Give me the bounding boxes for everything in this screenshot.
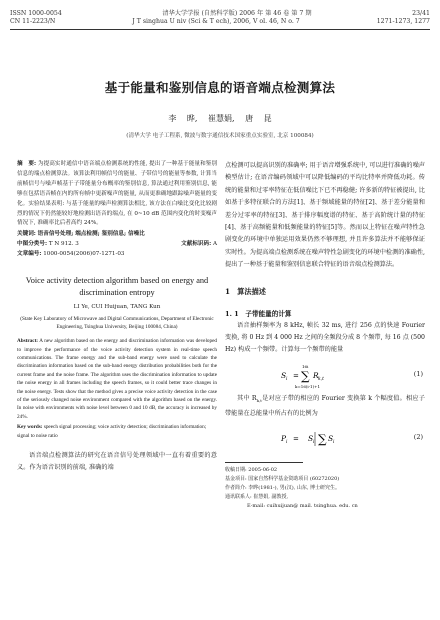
eq2-den-sum: ∑: [318, 431, 327, 446]
footnote-email: E-mail: cuihuijuan@ mail. tsinghua. edu. cn: [247, 502, 358, 509]
eq2-lhs-sub: i: [286, 439, 288, 445]
affiliation-en: (State Key Laboratory of Microwave and Digital Communications, Department of Electronic Engineering, Tsinghua University, Beijing 100084, China): [20, 315, 214, 330]
para-1-2: 其中 $R_{k,t}$是对应子带的相应的 Fourier 变换第 k 个幅度值。相应子带能量在总能量中所占有的比例为: [225, 394, 425, 417]
para-1-1: 语音抽样频率为 8 kHz, 帧长 32 ms, 进行 256 点的快速 Fourier 变换, 将 0 Hz 到 4 000 Hz 之间的全频段分成 8 个频带, 每 16 点 (500 Hz) 构成一个频带。计算每一个频带的能量: [225, 321, 425, 354]
eq1-number: (1): [413, 369, 423, 378]
paper-title-en: Voice activity detection algorithm based on energy and discrimination entropy: [25, 276, 209, 298]
abstract-cn: [17, 160, 217, 229]
classification-row: [17, 240, 217, 250]
eq1-equals: =: [293, 371, 299, 380]
running-header: [10, 10, 430, 26]
keywords-cn-text: 语音信号处理; 端点检测; 鉴别信息; 信噪比: [37, 231, 145, 238]
section-heading: 1 算法描述: [225, 286, 266, 296]
eq1-lhs: S: [281, 370, 287, 380]
header-rule: [10, 29, 430, 30]
abstract-cn-text: 为提高实时通信中语音端点检测系统的性能, 提出了一种基于能量和鉴别信息的端点检测算法。该算法利用帧信号的能量、子带信号的能量等参数, 计算当前帧信号与噪声帧基于子带能量分布概率的鉴别信息, 算法通过利用鉴别信息, 能够在包括语音帧在内的所有帧中更新噪声的能量, 从而更准确地跟踪噪声能量的变化。实验结果表明: 与基于能量的噪声检测算法相比, 该方法在白噪比变化比较剧烈的情况下仍然能较好地检测出语音的端点, 在 0~10 dB 范围内变化的时变噪声情况下, 准确率比后者高约 24%。: [17, 161, 218, 227]
right-column: [225, 160, 425, 511]
footnote: [225, 466, 425, 511]
eq2-lhs: P: [281, 433, 287, 443]
abstract-en: [17, 337, 217, 421]
intro-left: 语音端点检测算法的研究在语音信号处理领域中一直有着重要的意义。作为语音识别的前端, 准确的端: [17, 452, 217, 472]
affiliation: (清华大学 电子工程系, 微波与数字通信技术国家重点实验室, 北京 100084): [126, 133, 314, 139]
header-row-1: [10, 10, 430, 18]
header-row-2: [10, 18, 430, 26]
footnote-author: 作者简介: 李晔(1981-), 男(汉), 山东, 博士研究生。: [225, 484, 341, 491]
eq1-term-sub: k,t: [318, 376, 324, 382]
authors-en: LI Ye, CUI Huijuan, TANG Kun: [73, 304, 161, 311]
page-counter: 23/41: [412, 10, 430, 17]
footnote-received: 收稿日期: 2005-06-02: [225, 466, 278, 473]
paper-title: 基于能量和鉴别信息的语音端点检测算法: [104, 80, 336, 95]
keywords-en: [17, 423, 217, 440]
eq2-num-term: S: [308, 433, 314, 443]
doc-code: 文献标识码: A: [181, 241, 217, 248]
journal-en: J T singhua U niv (Sci & T ech), 2006, V ol. 46, N o. 7: [132, 18, 300, 25]
equation-2: [225, 424, 425, 452]
abstract-en-text: A new algorithm based on the energy and discrimination information was developed to improve the performance of the voice activity detection system in real-time speech communications. The frame energy and the sub-band energy were used to calculate the discrimination information based on the sub-band energy distribution probabilities both for the current frame and the noise frame. The algorithm uses the discrimination information to update the noise energy in all frames including the speech frames, so it could better trace changes in the noise energy. Tests show that the method gives a precise voice activity detection in the case of the seriously changed noise environment compared with the algorithm based on the energy. In noise with environments with noise level between 0 and 10 dB, the accuracy is increased by 24%.: [17, 338, 218, 420]
footnote-rule: [225, 462, 303, 463]
authors: 李 晔, 崔慧娟, 唐 昆: [168, 114, 272, 123]
left-column: [17, 160, 217, 474]
abstract-en-label: Abstract:: [17, 338, 39, 345]
cn-number: CN 11-2223/N: [10, 18, 56, 25]
eq2-den-sub: i: [333, 439, 335, 445]
abstract-cn-label: 摘 要:: [17, 161, 37, 167]
eq2-number: (2): [413, 432, 423, 441]
article-number: 文章编号: 1000-0054(2006)07-1271-03: [17, 251, 125, 258]
keywords-en-label: Key words:: [17, 424, 43, 431]
eq2-den-term: S: [328, 433, 334, 443]
footnote-fund: 基金项目: 国家自然科学基金资助项目 (60272020): [225, 475, 340, 482]
page-range: 1271-1273, 1277: [376, 18, 430, 25]
eq1-sum: ∑: [301, 368, 310, 383]
eq1-sum-bot: k=16(i-1)+1: [295, 383, 321, 389]
keywords-cn: [17, 230, 217, 240]
issn: ISSN 1000-0054: [10, 10, 62, 17]
clc: 中图分类号: T N 912. 3: [17, 241, 79, 248]
keywords-cn-label: 关键词:: [17, 231, 36, 238]
eq2-num-sub: i: [313, 439, 315, 445]
journal-cn: 清华大学学报 (自然科学版) 2006 年 第 46 卷 第 7 期: [162, 10, 312, 17]
intro-right: 点检测可以提高识别的准确率; 用于语音增强系统中, 可以进行准确的噪声模型估计; 在语音编码领域中可以降低编码的平均比特率并降低功耗。传统的能量和过零率特征在低信噪比下已不再稳健; 许多新的特征被提出, 比如基于多特征联合的方法[1]、基于频域能量的特征[2]、基于差分能量和差分过零率的特征[3]、基于排序幅度谱的特征、基于高阶统计量的特征[4]、基于高频能量和低频能量的特征[5]等。然而以上特征在噪声特性急剧变化的环境中单独运用效果仍然不够理想, 并且许多算法并不能够保证实时性。为提高端点检测系统在噪声特性急剧变化的环境中检测的准确性, 提出了一种基于能量和鉴别信息联合特征的语音端点检测算法。: [225, 162, 425, 269]
eq2-equals: =: [293, 434, 299, 443]
keywords-en-text: speech signal processing; voice activity detection; discrimination information; signal to noise ratio: [17, 424, 207, 439]
eq1-lhs-sub: i: [286, 376, 288, 382]
eq1-sum-top: 16i: [302, 363, 309, 369]
equation-1-svg: [225, 361, 425, 389]
equation-2-svg: [225, 424, 425, 452]
footnote-contact: 通讯联系人: 崔慧娟, 副教授,: [225, 493, 289, 500]
equation-1: [225, 361, 425, 389]
eq1-term: R: [313, 370, 319, 380]
subsection-heading: 1. 1 子带能量的计算: [225, 309, 292, 318]
